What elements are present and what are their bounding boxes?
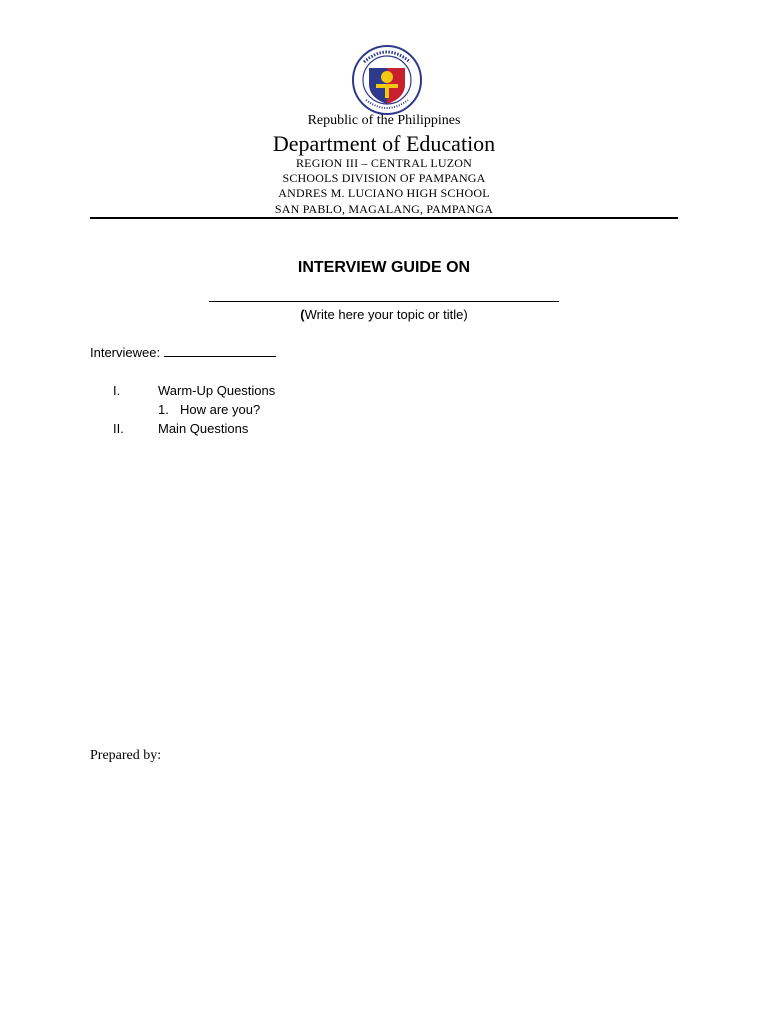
section-numeral: I. xyxy=(113,383,121,398)
interviewee-field xyxy=(90,344,276,360)
division-label: SCHOOLS DIVISION OF PAMPANGA xyxy=(282,171,486,185)
interviewee-blank[interactable] xyxy=(164,344,276,357)
topic-hint-paren: ( xyxy=(300,307,305,322)
region-label: REGION III – CENTRAL LUZON xyxy=(295,156,473,170)
question-item xyxy=(158,402,260,417)
section-main-label: Main Questions xyxy=(158,421,249,436)
deped-seal-icon xyxy=(352,44,422,116)
republic-label: Republic of the Philippines xyxy=(307,113,461,128)
topic-hint xyxy=(0,307,768,322)
school-name: ANDRES M. LUCIANO HIGH SCHOOL xyxy=(278,186,490,200)
topic-hint-text: Write here your topic or title) xyxy=(304,307,468,322)
section-warmup-label: Warm-Up Questions xyxy=(158,383,276,398)
document-title: INTERVIEW GUIDE ON xyxy=(297,259,471,276)
school-address: SAN PABLO, MAGALANG, PAMPANGA xyxy=(274,202,494,216)
question-number: 1. xyxy=(158,402,169,417)
section-numeral: II. xyxy=(113,421,124,436)
prepared-by-label: Prepared by: xyxy=(90,748,162,763)
header-divider xyxy=(90,217,678,219)
question-text: How are you? xyxy=(180,402,261,417)
interviewee-label: Interviewee: xyxy=(90,345,161,360)
topic-blank-line[interactable] xyxy=(209,301,559,302)
department-title: Department of Education xyxy=(272,131,496,156)
